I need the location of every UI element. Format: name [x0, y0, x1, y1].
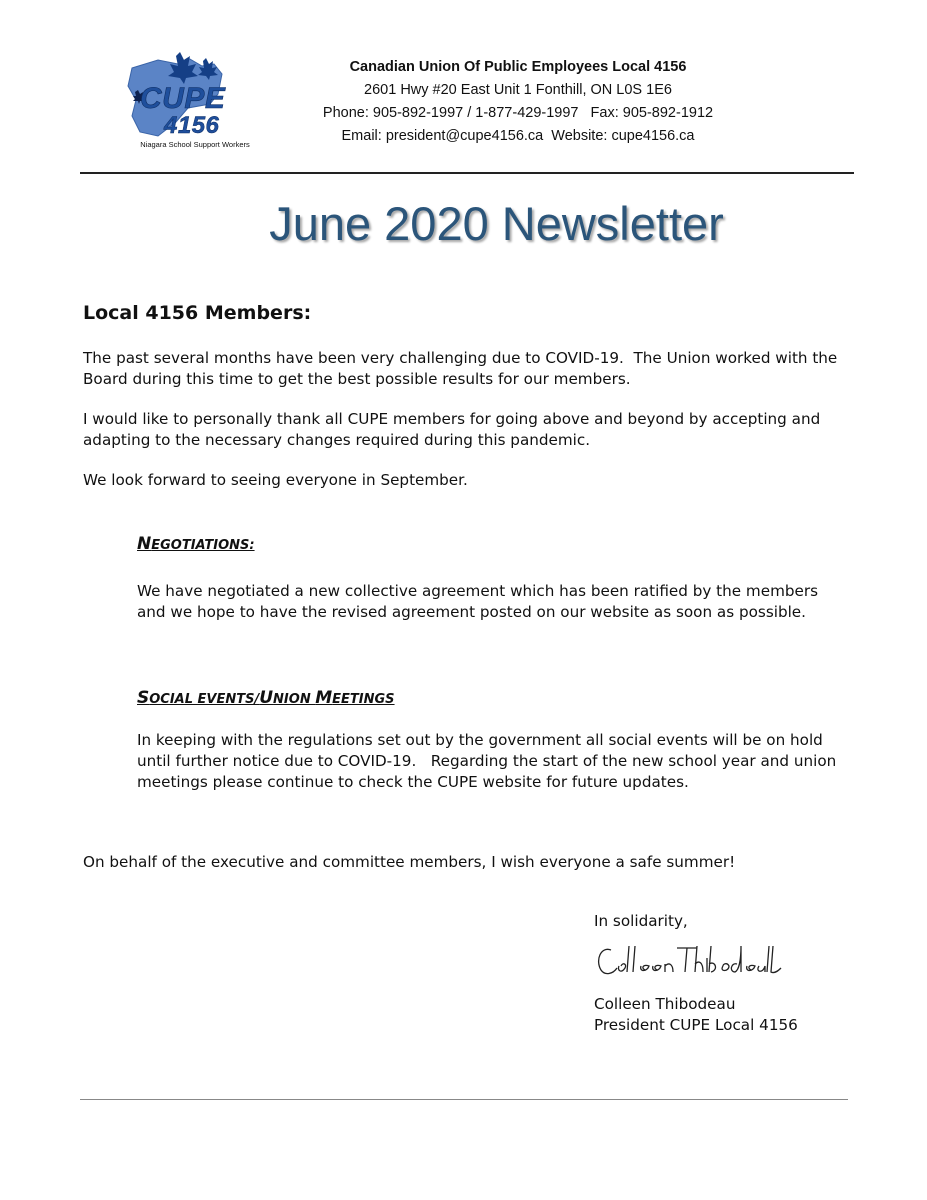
signer-name: Colleen Thibodeau: [594, 995, 736, 1013]
intro-paragraph: The past several months have been very challenging due to COVID-19. The Union worked with the Board during this time to get the best possible results for our members.: [83, 349, 843, 388]
heading-rest: NION: [273, 692, 316, 707]
logo-number: 4156: [164, 112, 220, 139]
social-events-body: In keeping with the regulations set out by the government all social events will be on hold until further notice due to COVID-19. Regarding the start of the new school year and union meetings please continue to check the CUPE website for future updates.: [137, 731, 842, 791]
logo-tagline: Niagara School Support Workers: [140, 140, 250, 149]
newsletter-title: June 2020 Newsletter: [269, 197, 724, 250]
september-paragraph: We look forward to seeing everyone in September.: [83, 471, 468, 489]
signoff: In solidarity,: [594, 912, 688, 930]
heading-initial: M: [315, 688, 333, 708]
logo-name: CUPE: [140, 82, 226, 115]
heading-rest: EGOTIATIONS:: [151, 538, 255, 553]
handwritten-signature: [593, 936, 783, 980]
email-website: Email: president@cupe4156.ca Website: cupe4156.ca: [341, 128, 695, 144]
negotiations-body: We have negotiated a new collective agreement which has been ratified by the members and we hope to have the revised agreement posted on our website as soon as possible.: [137, 582, 819, 621]
letterhead: [298, 56, 738, 148]
signer-title: President CUPE Local 4156: [594, 1016, 798, 1034]
greeting: Local 4156 Members:: [83, 302, 312, 324]
closing-line: On behalf of the executive and committee members, I wish everyone a safe summer!: [83, 853, 736, 871]
phone-fax: Phone: 905-892-1997 / 1-877-429-1997 Fax: 905-892-1912: [322, 105, 714, 121]
heading-initial: N: [137, 534, 152, 554]
footer-divider: [80, 1099, 848, 1100]
social-events-heading: [137, 688, 395, 708]
org-name: Canadian Union Of Public Employees Local 4156: [349, 59, 687, 75]
heading-rest: EETINGS: [332, 692, 395, 707]
heading-initial: S: [137, 688, 150, 708]
thanks-paragraph: I would like to personally thank all CUPE members for going above and beyond by accepting and adapting to the necessary changes required during this pandemic.: [83, 410, 821, 449]
negotiations-heading: [137, 534, 255, 554]
address: 2601 Hwy #20 East Unit 1 Fonthill, ON L0S 1E6: [364, 82, 672, 98]
header-divider: [80, 172, 854, 174]
heading-initial: U: [259, 688, 274, 708]
cupe-logo: [118, 50, 278, 150]
heading-rest: OCIAL EVENTS/: [149, 692, 260, 707]
